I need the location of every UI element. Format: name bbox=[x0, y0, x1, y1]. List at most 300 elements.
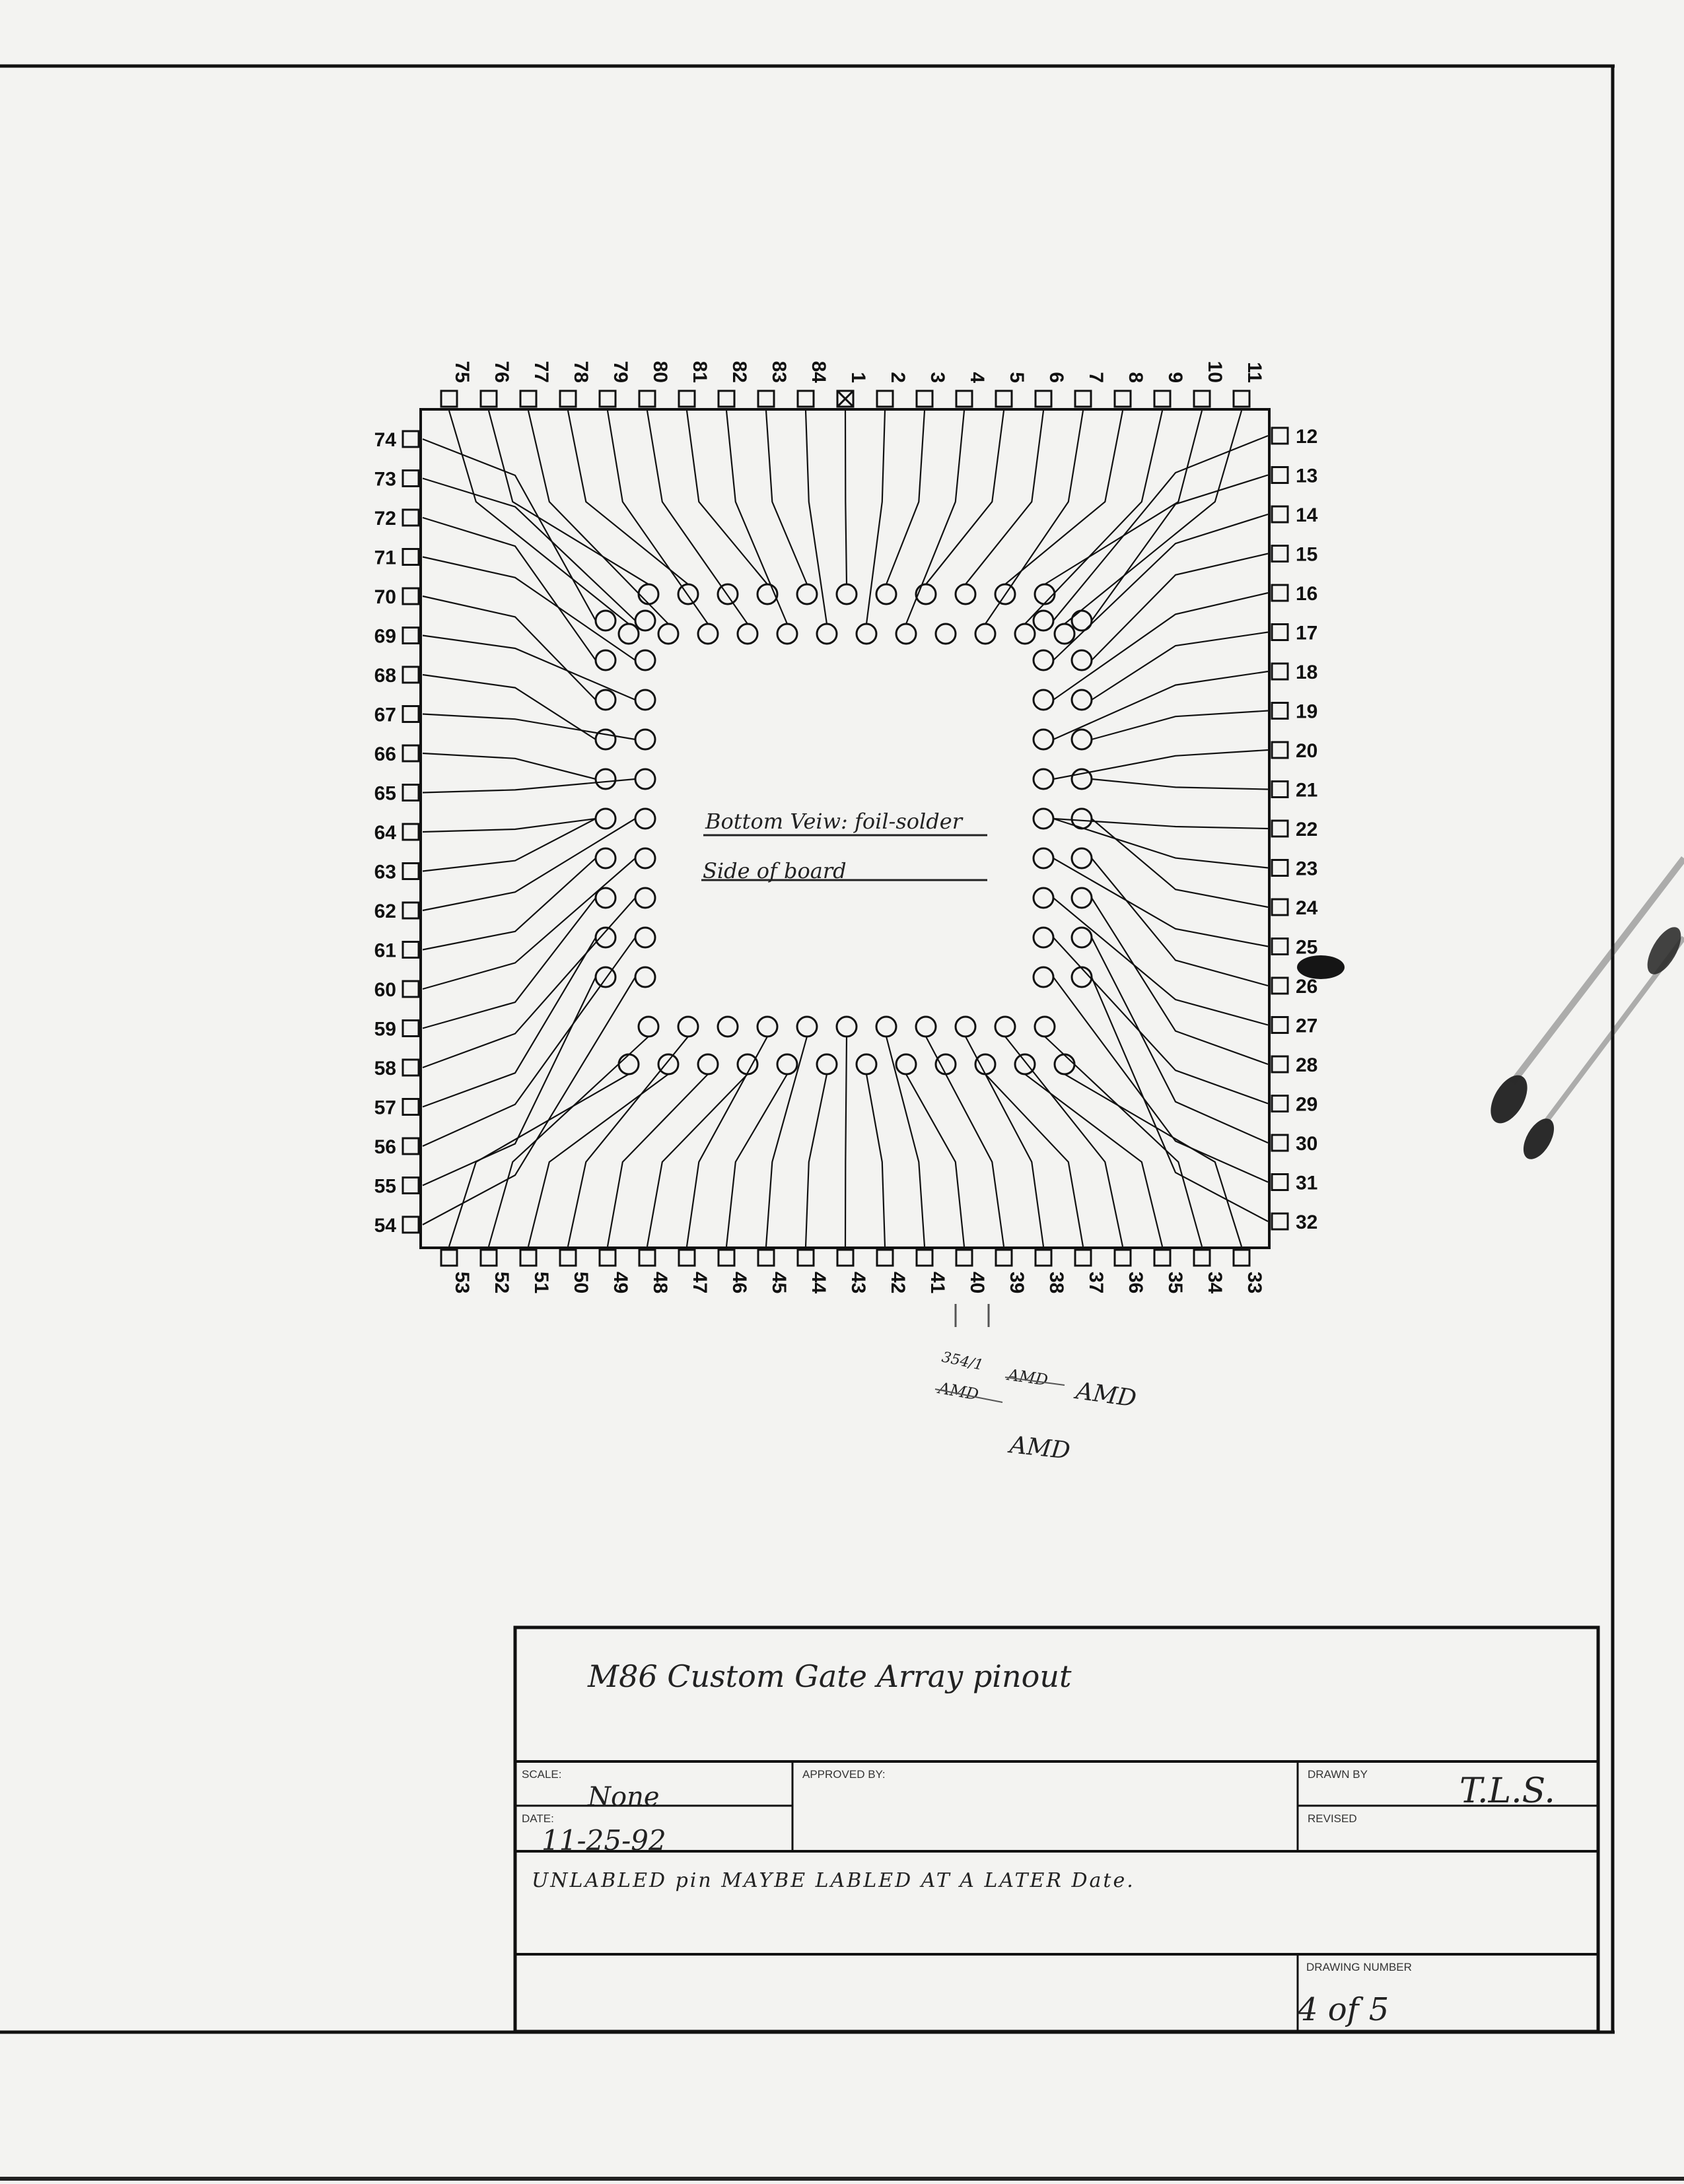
pin-84-lead bbox=[798, 391, 814, 407]
solder-pad bbox=[738, 624, 757, 644]
center-note bbox=[701, 809, 987, 883]
pcb-trace bbox=[608, 1074, 708, 1246]
pin-18-label: 18 bbox=[1296, 662, 1318, 683]
pin-77-label: 77 bbox=[530, 360, 552, 383]
solder-pad bbox=[1072, 809, 1092, 829]
solder-pad bbox=[635, 809, 655, 829]
pcb-trace bbox=[1005, 1037, 1123, 1246]
solder-pad bbox=[857, 1054, 876, 1074]
pin-5-label: 5 bbox=[1006, 372, 1028, 383]
pin-44-lead bbox=[798, 1250, 814, 1266]
solder-pad bbox=[916, 584, 936, 604]
pin-26-lead bbox=[1272, 978, 1288, 994]
pin-29-label: 29 bbox=[1296, 1093, 1318, 1116]
pin-74-label: 74 bbox=[374, 429, 396, 451]
pin-63-lead bbox=[403, 864, 419, 879]
pin-61-label: 61 bbox=[374, 939, 396, 962]
pcb-trace bbox=[423, 938, 596, 1107]
pcb-trace bbox=[1092, 819, 1268, 907]
pin-82-label: 82 bbox=[728, 360, 750, 383]
ink-smudge bbox=[1297, 858, 1684, 1164]
pin-23-lead bbox=[1272, 860, 1288, 876]
pin-47-label: 47 bbox=[689, 1272, 711, 1294]
solder-pad bbox=[837, 584, 857, 604]
pin-49-label: 49 bbox=[610, 1272, 631, 1294]
pcb-trace bbox=[423, 819, 596, 832]
pin-58-lead bbox=[403, 1060, 419, 1075]
pin-79-lead bbox=[600, 391, 615, 407]
pin-75-lead bbox=[441, 391, 457, 407]
pin-11-lead bbox=[1234, 391, 1249, 407]
pcb-trace bbox=[568, 411, 688, 584]
pcb-trace bbox=[1053, 514, 1268, 660]
pin-80-label: 80 bbox=[649, 360, 671, 383]
pin-37-label: 37 bbox=[1085, 1272, 1107, 1294]
solder-pad bbox=[916, 1017, 936, 1037]
pin-50-label: 50 bbox=[570, 1272, 592, 1294]
solder-pad bbox=[1034, 848, 1053, 868]
pin-31-label: 31 bbox=[1296, 1172, 1318, 1194]
solder-pad bbox=[738, 1054, 757, 1074]
pin-3-label: 3 bbox=[927, 372, 948, 383]
pcb-trace bbox=[423, 858, 596, 950]
solder-pad bbox=[797, 1017, 817, 1037]
solder-pad bbox=[995, 1017, 1015, 1037]
solder-pad bbox=[635, 967, 655, 987]
pin-33-label: 33 bbox=[1244, 1272, 1265, 1294]
pcb-trace bbox=[886, 1037, 925, 1246]
pin-20-label: 20 bbox=[1296, 740, 1318, 762]
solder-pad bbox=[635, 650, 655, 670]
pin-82-lead bbox=[719, 391, 734, 407]
pcb-trace bbox=[423, 779, 635, 793]
pin-51-lead bbox=[520, 1250, 536, 1266]
pin-32-lead bbox=[1272, 1213, 1288, 1229]
pin-9-lead bbox=[1154, 391, 1170, 407]
pin-34-lead bbox=[1194, 1250, 1210, 1266]
solder-pad bbox=[1015, 1054, 1035, 1074]
pin-40-lead bbox=[956, 1250, 972, 1266]
pcb-trace bbox=[1025, 411, 1162, 624]
pcb-trace bbox=[423, 977, 635, 1225]
pin-48-lead bbox=[639, 1250, 655, 1266]
solder-pad bbox=[817, 624, 837, 644]
pcb-trace bbox=[423, 675, 596, 739]
pin-30-lead bbox=[1272, 1135, 1288, 1151]
pin-67-lead bbox=[403, 706, 419, 722]
pin-76-lead bbox=[481, 391, 497, 407]
solder-pad bbox=[596, 730, 615, 749]
annotation-amd-1: AMD bbox=[1074, 1377, 1139, 1413]
drawing-number-value: 4 of 5 bbox=[1298, 1991, 1389, 2028]
pin-39-label: 39 bbox=[1006, 1272, 1028, 1294]
pin-28-lead bbox=[1272, 1056, 1288, 1072]
pin-2-lead bbox=[877, 391, 893, 407]
pin-50-lead bbox=[560, 1250, 576, 1266]
pin-21-lead bbox=[1272, 782, 1288, 798]
solder-pad bbox=[596, 967, 615, 987]
pcb-trace bbox=[1092, 858, 1268, 986]
pin-68-label: 68 bbox=[374, 665, 396, 687]
pin-35-label: 35 bbox=[1164, 1272, 1186, 1294]
pin-5-lead bbox=[996, 391, 1012, 407]
pin-60-label: 60 bbox=[374, 979, 396, 1001]
solder-pad bbox=[975, 624, 995, 644]
pin-43-lead bbox=[837, 1250, 853, 1266]
pin-9-label: 9 bbox=[1164, 372, 1186, 383]
solder-pad bbox=[596, 650, 615, 670]
pin-59-lead bbox=[403, 1021, 419, 1037]
pcb-trace bbox=[423, 557, 635, 661]
solder-pad bbox=[777, 624, 797, 644]
solder-pad bbox=[639, 1017, 658, 1037]
pin-25-lead bbox=[1272, 939, 1288, 955]
pin-53-label: 53 bbox=[451, 1272, 473, 1294]
solder-pad bbox=[1072, 928, 1092, 947]
pin-4-label: 4 bbox=[966, 372, 988, 383]
pin-58-label: 58 bbox=[374, 1058, 396, 1079]
pin-21-label: 21 bbox=[1296, 779, 1318, 802]
pcb-trace bbox=[449, 1074, 629, 1246]
pcb-trace bbox=[1092, 977, 1268, 1221]
pcb-trace bbox=[423, 898, 596, 1029]
solder-pad bbox=[619, 624, 639, 644]
solder-pad bbox=[936, 624, 956, 644]
pin-65-lead bbox=[403, 785, 419, 801]
annotation-amd-2: AMD bbox=[1008, 1431, 1072, 1465]
solder-pad bbox=[1055, 624, 1074, 644]
pin-55-lead bbox=[403, 1178, 419, 1194]
pcb-trace bbox=[423, 819, 596, 871]
revised-label: REVISED bbox=[1308, 1812, 1357, 1825]
pin-43-label: 43 bbox=[847, 1272, 869, 1294]
pcb-trace bbox=[766, 1037, 807, 1246]
solder-pad bbox=[1072, 690, 1092, 710]
annotation-amd-struck-2: AMD bbox=[936, 1379, 981, 1404]
pin-17-lead bbox=[1272, 625, 1288, 640]
pin-12-label: 12 bbox=[1296, 426, 1318, 448]
pcb-trace bbox=[1053, 436, 1268, 621]
solder-pad bbox=[936, 1054, 956, 1074]
pin-6-label: 6 bbox=[1045, 372, 1067, 383]
pin-84-label: 84 bbox=[808, 360, 829, 383]
pin-73-label: 73 bbox=[374, 468, 396, 491]
scale-label: SCALE: bbox=[522, 1768, 562, 1781]
pin-56-label: 56 bbox=[374, 1136, 396, 1158]
pcb-trace bbox=[726, 1074, 787, 1246]
pcb-trace bbox=[568, 1037, 688, 1246]
pin-57-lead bbox=[403, 1099, 419, 1115]
pin-22-label: 22 bbox=[1296, 819, 1318, 840]
pin-81-label: 81 bbox=[689, 360, 711, 383]
solder-pad bbox=[1034, 690, 1053, 710]
solder-pad bbox=[777, 1054, 797, 1074]
pin-57-label: 57 bbox=[374, 1097, 396, 1119]
pin-14-label: 14 bbox=[1296, 504, 1318, 526]
solder-pad bbox=[596, 848, 615, 868]
pcb-trace bbox=[965, 411, 1043, 584]
pin-13-label: 13 bbox=[1296, 465, 1318, 487]
pin-52-label: 52 bbox=[491, 1272, 512, 1294]
pcb-trace bbox=[1045, 411, 1202, 584]
pin-7-label: 7 bbox=[1085, 372, 1107, 383]
pin-67-label: 67 bbox=[374, 704, 396, 726]
solder-pad bbox=[1034, 650, 1053, 670]
solder-pad bbox=[1034, 888, 1053, 908]
solder-pad bbox=[635, 611, 655, 631]
pin-26-label: 26 bbox=[1296, 976, 1318, 998]
solder-pad bbox=[1034, 809, 1053, 829]
pin-46-label: 46 bbox=[728, 1272, 750, 1294]
pin-33-lead bbox=[1234, 1250, 1249, 1266]
pin-81-lead bbox=[679, 391, 695, 407]
solder-pad bbox=[658, 624, 678, 644]
pcb-trace bbox=[886, 411, 925, 584]
date-label: DATE: bbox=[522, 1812, 554, 1825]
pcb-trace bbox=[423, 977, 596, 1186]
pcb-trace bbox=[1092, 779, 1268, 790]
solder-pad bbox=[956, 1017, 975, 1037]
pin-22-lead bbox=[1272, 821, 1288, 836]
pin-24-label: 24 bbox=[1296, 897, 1318, 919]
solder-pad bbox=[1034, 730, 1053, 749]
drawing-number-label: DRAWING NUMBER bbox=[1306, 1961, 1412, 1973]
pcb-trace bbox=[906, 1074, 964, 1246]
pin-10-lead bbox=[1194, 391, 1210, 407]
pin-11-label: 11 bbox=[1244, 362, 1265, 383]
solder-pad bbox=[698, 624, 718, 644]
pin-29-lead bbox=[1272, 1096, 1288, 1112]
solder-pad bbox=[757, 1017, 777, 1037]
pin-66-lead bbox=[403, 745, 419, 761]
pcb-trace bbox=[845, 411, 847, 584]
drawing-note: UNLABLED pin MAYBE LABLED AT A LATER Date. bbox=[532, 1869, 1135, 1892]
pin-20-lead bbox=[1272, 742, 1288, 758]
solder-pad bbox=[1072, 848, 1092, 868]
pin-64-label: 64 bbox=[374, 822, 396, 844]
drawn-by-label: DRAWN BY bbox=[1308, 1768, 1368, 1781]
pin-70-label: 70 bbox=[374, 586, 396, 608]
pin-83-lead bbox=[758, 391, 774, 407]
pin-36-lead bbox=[1115, 1250, 1131, 1266]
pin-36-label: 36 bbox=[1125, 1272, 1146, 1294]
drawing-border bbox=[0, 66, 1684, 2179]
pin-38-label: 38 bbox=[1045, 1272, 1067, 1294]
pin-56-lead bbox=[403, 1138, 419, 1154]
pin-27-lead bbox=[1272, 1017, 1288, 1033]
drawn-by-value: T.L.S. bbox=[1459, 1771, 1555, 1811]
pin-68-lead bbox=[403, 667, 419, 683]
pin-72-label: 72 bbox=[374, 508, 396, 529]
pcb-trace bbox=[1053, 858, 1268, 947]
pin-40-label: 40 bbox=[966, 1272, 988, 1294]
pin-62-label: 62 bbox=[374, 901, 396, 922]
pin-78-label: 78 bbox=[570, 360, 592, 383]
solder-pad bbox=[596, 888, 615, 908]
pin-15-lead bbox=[1272, 546, 1288, 562]
solder-pad bbox=[1035, 1017, 1055, 1037]
pcb-trace bbox=[423, 439, 596, 621]
solder-pad bbox=[1055, 1054, 1074, 1074]
solder-pad bbox=[956, 584, 975, 604]
solder-pad bbox=[1072, 888, 1092, 908]
drawing-title: M86 Custom Gate Array pinout bbox=[588, 1658, 1072, 1694]
pin-8-label: 8 bbox=[1125, 372, 1146, 383]
pin-45-label: 45 bbox=[768, 1272, 790, 1294]
pcb-trace bbox=[866, 1074, 885, 1246]
pin-2-label: 2 bbox=[887, 372, 909, 383]
solder-pad bbox=[896, 1054, 916, 1074]
solder-pad bbox=[635, 690, 655, 710]
pin-72-lead bbox=[403, 510, 419, 526]
pin-51-label: 51 bbox=[530, 1272, 552, 1294]
pin-59-label: 59 bbox=[374, 1018, 396, 1041]
solder-pad bbox=[718, 1017, 738, 1037]
pin-78-lead bbox=[560, 391, 576, 407]
pin-54-label: 54 bbox=[374, 1215, 396, 1237]
pin-69-lead bbox=[403, 628, 419, 644]
pcb-trace bbox=[1053, 898, 1268, 1025]
pin-47-lead bbox=[679, 1250, 695, 1266]
pin-8-lead bbox=[1115, 391, 1131, 407]
annotation-amd-struck-1: AMD bbox=[1006, 1365, 1049, 1390]
pcb-trace bbox=[528, 411, 668, 624]
pin-35-lead bbox=[1154, 1250, 1170, 1266]
solder-pad bbox=[837, 1017, 857, 1037]
solder-pad bbox=[975, 1054, 995, 1074]
pin-17-label: 17 bbox=[1296, 622, 1318, 644]
pin-61-lead bbox=[403, 942, 419, 958]
pcb-trace bbox=[1053, 750, 1268, 779]
pcb-trace bbox=[1092, 554, 1268, 661]
pin-10-label: 10 bbox=[1204, 360, 1226, 383]
solder-pad bbox=[718, 584, 738, 604]
pin-54-lead bbox=[403, 1217, 419, 1233]
solder-pad bbox=[1015, 624, 1035, 644]
pin-52-lead bbox=[481, 1250, 497, 1266]
pin-62-lead bbox=[403, 903, 419, 918]
pin-annotations bbox=[935, 1304, 1138, 1465]
pin-53-lead bbox=[441, 1250, 457, 1266]
pin-69-label: 69 bbox=[374, 625, 396, 648]
pin-70-lead bbox=[403, 588, 419, 604]
pcb-trace bbox=[926, 411, 1004, 584]
pin-46-lead bbox=[719, 1250, 734, 1266]
solder-pad bbox=[1072, 730, 1092, 749]
pin-12-lead bbox=[1272, 428, 1288, 444]
pcb-trace bbox=[1053, 593, 1268, 700]
solder-pad bbox=[1034, 928, 1053, 947]
pcb-trace bbox=[687, 411, 767, 584]
pin-16-lead bbox=[1272, 585, 1288, 601]
pin-63-label: 63 bbox=[374, 861, 396, 883]
solder-pad bbox=[658, 1054, 678, 1074]
title-block bbox=[515, 1627, 1598, 2031]
pin-44-label: 44 bbox=[808, 1272, 829, 1294]
pcb-trace bbox=[766, 411, 807, 584]
solder-pad bbox=[698, 1054, 718, 1074]
solder-pad bbox=[678, 1017, 698, 1037]
pin-34-label: 34 bbox=[1204, 1272, 1226, 1294]
pcb-trace bbox=[1092, 632, 1268, 700]
pin-71-lead bbox=[403, 549, 419, 565]
pin-42-lead bbox=[877, 1250, 893, 1266]
solder-pad bbox=[1072, 650, 1092, 670]
solder-pad bbox=[817, 1054, 837, 1074]
solder-pad bbox=[896, 624, 916, 644]
pin-3-lead bbox=[917, 391, 932, 407]
solder-pad bbox=[596, 690, 615, 710]
pcb-trace bbox=[1092, 711, 1268, 740]
pin-24-lead bbox=[1272, 899, 1288, 915]
pin-32-label: 32 bbox=[1296, 1211, 1318, 1233]
center-note-line2: Side of board bbox=[703, 858, 847, 883]
pin-15-label: 15 bbox=[1296, 543, 1318, 566]
pin-65-label: 65 bbox=[374, 782, 396, 805]
pin-19-lead bbox=[1272, 703, 1288, 719]
pin-30-label: 30 bbox=[1296, 1133, 1318, 1155]
pin-31-lead bbox=[1272, 1175, 1288, 1190]
pin-83-label: 83 bbox=[768, 360, 790, 383]
pcb-trace bbox=[1045, 1037, 1202, 1246]
pin-45-lead bbox=[758, 1250, 774, 1266]
solder-pad bbox=[1034, 967, 1053, 987]
pin-49-lead bbox=[600, 1250, 615, 1266]
pin-13-lead bbox=[1272, 467, 1288, 483]
solder-pad bbox=[876, 1017, 896, 1037]
pin-14-lead bbox=[1272, 506, 1288, 522]
solder-pad bbox=[635, 730, 655, 749]
scale-value: None bbox=[588, 1782, 660, 1812]
solder-pad bbox=[1034, 769, 1053, 789]
pin-39-lead bbox=[996, 1250, 1012, 1266]
solder-pad bbox=[797, 584, 817, 604]
solder-pad bbox=[596, 809, 615, 829]
pin-18-lead bbox=[1272, 664, 1288, 679]
solder-pad bbox=[1072, 611, 1092, 631]
date-value: 11-25-92 bbox=[542, 1824, 666, 1857]
pin-41-lead bbox=[917, 1250, 932, 1266]
solder-pad bbox=[635, 888, 655, 908]
solder-pad bbox=[619, 1054, 639, 1074]
pin-64-lead bbox=[403, 824, 419, 840]
pin-7-lead bbox=[1075, 391, 1091, 407]
pin-74-lead bbox=[403, 431, 419, 447]
pin-4-lead bbox=[956, 391, 972, 407]
solder-pad bbox=[857, 624, 876, 644]
pin-66-label: 66 bbox=[374, 743, 396, 765]
pin-76-label: 76 bbox=[491, 360, 512, 383]
pin-25-label: 25 bbox=[1296, 936, 1318, 959]
pin-23-label: 23 bbox=[1296, 858, 1318, 880]
solder-pad bbox=[1035, 584, 1055, 604]
pin-60-lead bbox=[403, 981, 419, 997]
pin-80-lead bbox=[639, 391, 655, 407]
pin-28-label: 28 bbox=[1296, 1054, 1318, 1076]
solder-pad bbox=[635, 928, 655, 947]
pin-38-lead bbox=[1035, 1250, 1051, 1266]
pcb-trace bbox=[845, 1037, 847, 1246]
pin-71-label: 71 bbox=[374, 547, 396, 569]
solder-pad bbox=[635, 769, 655, 789]
pin-37-lead bbox=[1075, 1250, 1091, 1266]
pin-6-lead bbox=[1035, 391, 1051, 407]
pin-55-label: 55 bbox=[374, 1175, 396, 1198]
pin-27-label: 27 bbox=[1296, 1015, 1318, 1037]
pin-1-label: 1 bbox=[847, 372, 869, 383]
pcb-trace bbox=[806, 1074, 827, 1246]
solder-pad bbox=[1034, 611, 1053, 631]
